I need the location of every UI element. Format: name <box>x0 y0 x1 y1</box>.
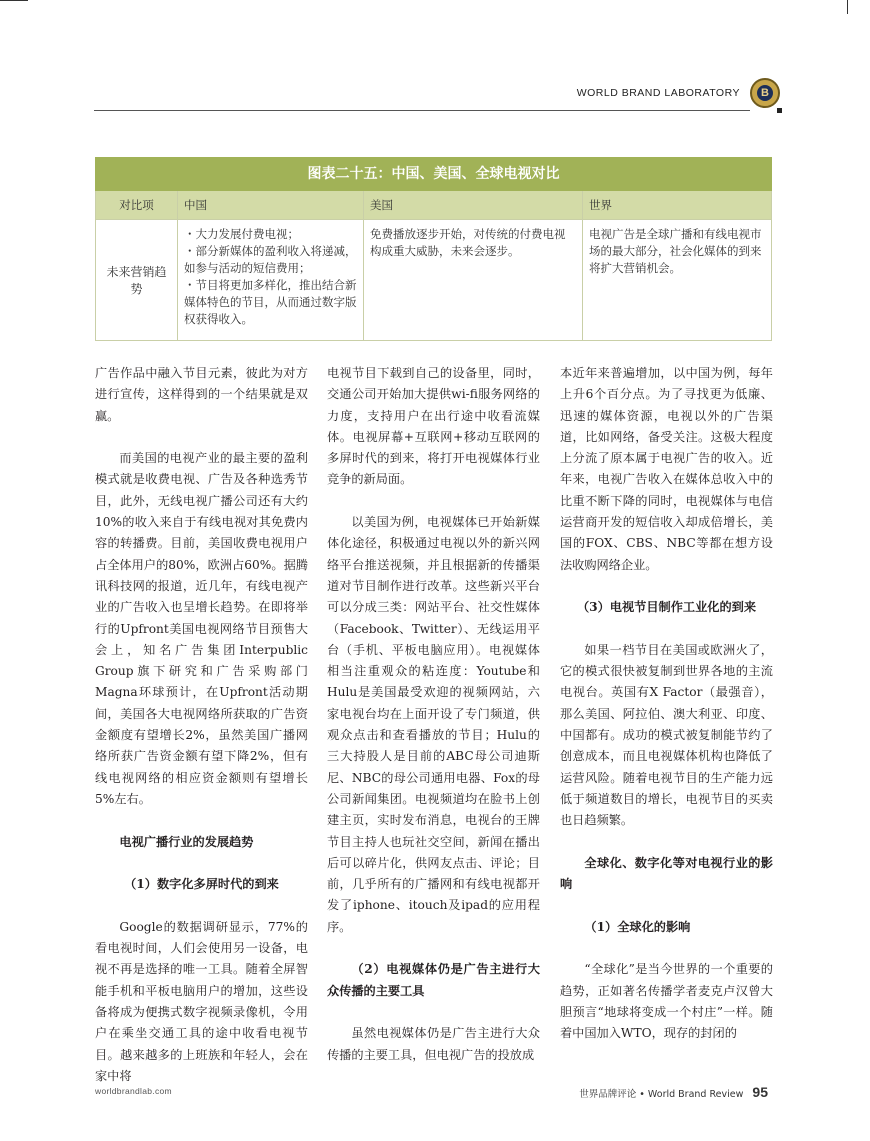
china-bullet: ・大力发展付费电视； <box>184 227 299 241</box>
subsection-heading: （1）全球化的影响 <box>584 919 691 934</box>
china-bullet: ・节目将更加多样化，推出结合新媒体特色的节目，从而通过数字版权获得收入。 <box>184 278 357 326</box>
paragraph: 电视节目下载到自己的设备里，同时，交通公司开始加大提供wi-fi服务网络的力度，支持用户在出行途中收看流媒体。电视屏幕+互联网+移动互联网的多屏时代的到来，将打开电视媒体行业竞争的新局面。 <box>327 366 540 487</box>
paragraph: 本近年来普遍增加，以中国为例，每年上升6个百分点。为了寻找更为低廉、迅速的媒体资源，电视以外的广告渠道，比如网络，备受关注。这极大程度上分流了原本属于电视广告的收入。近年来，电视广告收入在媒体总收入中的比重不断下降的同时，电视媒体与电信运营商开发的短信收入却成倍增长，美国的FOX、CBS、NBC等都在想方设法收购网络企业。 <box>560 366 773 572</box>
footer-info <box>579 1084 768 1100</box>
brand-name: WORLD BRAND LABORATORY <box>576 87 740 99</box>
crop-mark-top-left <box>0 0 28 1</box>
paragraph: Google的数据调研显示，77%的看电视时间，人们会使用另一设备，电视不再是选择的唯一工具。随着全屏智能手机和平板电脑用户的增加，这些设备将成为便携式数字视频录像机，令用户在乘坐交通工具的途中收看电视节目。越来越多的上班族和年轻人，会在家中将 <box>95 919 308 1083</box>
china-bullet: ・部分新媒体的盈利收入将递减，如参与活动的短信费用； <box>184 244 357 275</box>
subsection-heading: （2）电视媒体仍是广告主进行大众传播的主要工具 <box>327 962 540 998</box>
brand-logo <box>750 78 780 108</box>
magazine-name: 世界品牌评论 <box>579 1089 637 1100</box>
usa-cell: 免费播放逐步开始，对传统的付费电视构成重大威胁，未来会逐步。 <box>364 220 583 341</box>
page-number: 95 <box>752 1084 768 1100</box>
page-header <box>94 78 769 111</box>
section-heading: 电视广播行业的发展趋势 <box>119 834 254 849</box>
paragraph: “全球化”是当今世界的一个重要的趋势，正如著名传播学者麦克卢汉曾大胆预言“地球将变成一个村庄”一样。随着中国加入WTO，现存的封闭的 <box>560 962 773 1041</box>
text-column-2 <box>327 363 540 1066</box>
header-marker <box>777 108 782 113</box>
paragraph: 虽然电视媒体仍是广告主进行大众传播的主要工具，但电视广告的投放成 <box>327 1026 540 1062</box>
china-cell <box>178 220 364 341</box>
column-header: 美国 <box>364 191 583 220</box>
table-title-row <box>96 158 772 191</box>
logo-letter: B <box>757 85 773 101</box>
row-label: 未来营销趋势 <box>96 220 178 341</box>
subsection-heading: （3）电视节目制作工业化的到来 <box>576 600 757 615</box>
subsection-heading: （1）数字化多屏时代的到来 <box>124 877 279 892</box>
footer-separator: • <box>639 1089 645 1100</box>
table-title: 图表二十五：中国、美国、全球电视对比 <box>96 158 772 191</box>
crop-mark-top-right <box>847 0 848 14</box>
section-heading: 全球化、数字化等对电视行业的影响 <box>560 855 773 892</box>
text-column-3 <box>560 363 773 1045</box>
table-row <box>96 220 772 341</box>
column-header: 中国 <box>178 191 364 220</box>
world-cell: 电视广告是全球广播和有线电视市场的最大部分，社会化媒体的到来将扩大营销机会。 <box>583 220 772 341</box>
text-column-1 <box>95 363 308 1087</box>
footer-site: worldbrandlab.com <box>95 1086 172 1096</box>
paragraph: 如果一档节目在美国或欧洲火了，它的模式很快被复制到世界各地的主流电视台。英国有X Factor（最强音），那么美国、阿拉伯、澳大利亚、印度、中国都有。成功的模式被复制能节约了创意成本，而且电视媒体机构也降低了运营风险。随着电视节目的生产能力远低于频道数目的增长，电视节目的买卖也日趋频繁。 <box>560 642 773 828</box>
magazine-name-en: World Brand Review <box>647 1089 744 1100</box>
paragraph: 以美国为例，电视媒体已开始新媒体化途径，积极通过电视以外的新兴网络平台推送视频，并且根据新的传播渠道对节目制作进行改革。这些新兴平台可以分成三类：网站平台、社交性媒体（Facebook、Twitter）、无线运用平台（手机、平板电脑应用）。电视媒体相当注重观众的粘连度：Youtube和Hulu是美国最受欢迎的视频网站，六家电视台均在上面开设了专门频道，供观众点击和查看播放的节目；Hulu的三大持股人是目前的ABC母公司迪斯尼、NBC的母公司通用电器、Fox的母公司新闻集团。电视频道均在脸书上创建主页，实时发布消息，电视台的王牌节目主持人也玩社交空间，新闻在播出后可以碎片化，供网友点击、评论；目前，几乎所有的广播网和有线电视都开发了iphone、itouch及ipad的应用程序。 <box>327 515 540 934</box>
table-header-row <box>96 191 772 220</box>
paragraph: 广告作品中融入节目元素，彼此为对方进行宣传，这样得到的一个结果就是双赢。 <box>95 366 308 423</box>
column-header: 世界 <box>583 191 772 220</box>
column-header: 对比项 <box>96 191 178 220</box>
comparison-table <box>95 157 772 341</box>
paragraph: 而美国的电视产业的最主要的盈利模式就是收费电视、广告及各种选秀节目，此外，无线电视广播公司还有大约10%的收入来自于有线电视对其免费内容的转播费。目前，美国收费电视用户占全体用户的80%，欧洲占60%。据腾讯科技网的报道，近几年，有线电视产业的广告收入也呈增长趋势。在即将举行的Upfront美国电视网络节目预售大会上，知名广告集团Interpublic Group旗下研究和广告采购部门Magna环球预计，在Upfront活动期间，美国各大电视网络所获取的广告资金额度有望增长2%，虽然美国广播网络所获广告资金额有望下降2%，但有线电视网络的相应资金额则有望增长5%左右。 <box>95 451 308 806</box>
